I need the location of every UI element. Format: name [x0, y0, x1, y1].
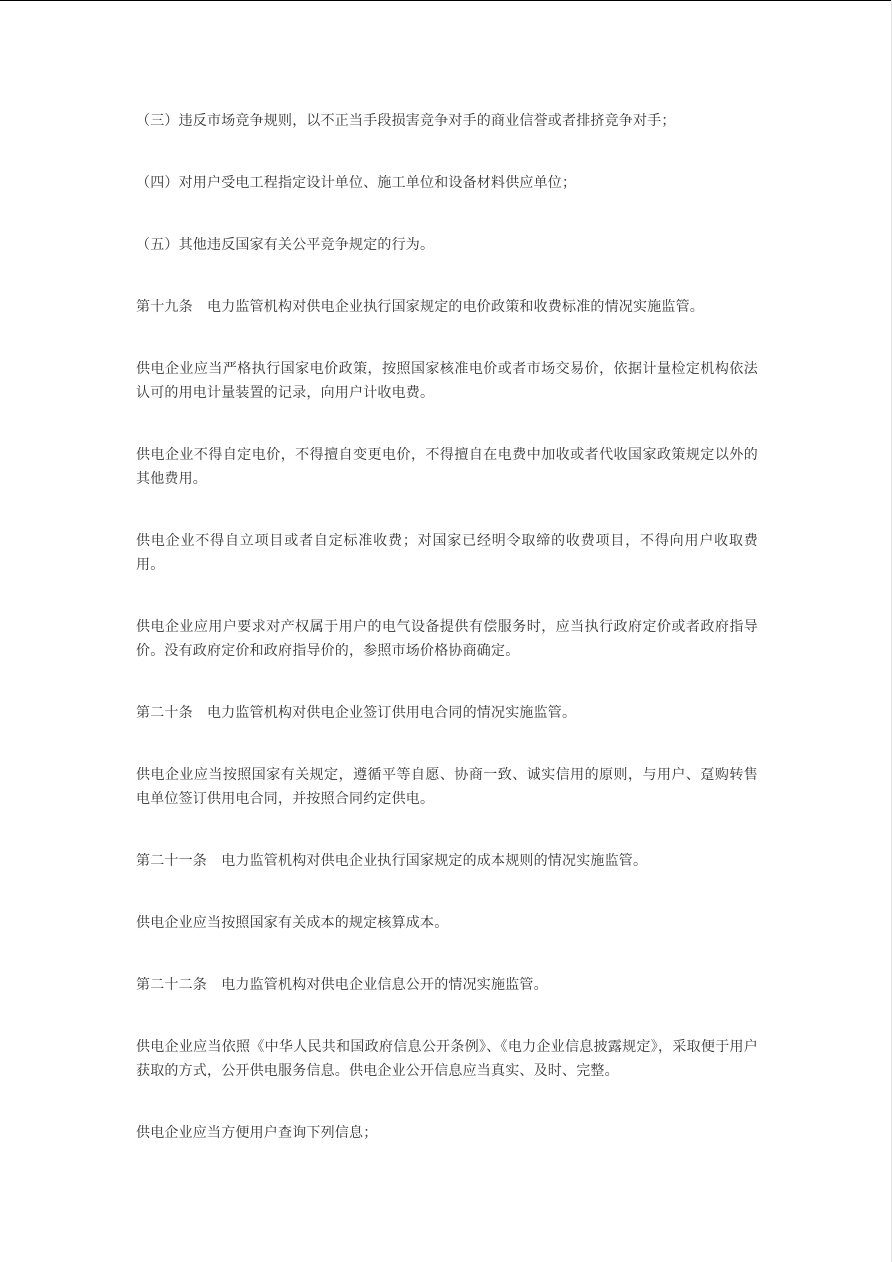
article-19-paragraph-3: 供电企业不得自立项目或者自定标准收费；对国家已经明令取缔的收费项目，不得向用户收取费用。: [136, 533, 758, 573]
page-top-border: [0, 0, 892, 1]
article-20-paragraph-1: 供电企业应当按照国家有关规定，遵循平等自愿、协商一致、诚实信用的原则，与用户、趸购转售电单位签订供用电合同，并按照合同约定供电。: [136, 767, 758, 807]
article-19-paragraph-4: 供电企业应用户要求对产权属于用户的电气设备提供有偿服务时，应当执行政府定价或者政府指导价。没有政府定价和政府指导价的，参照市场价格协商确定。: [136, 619, 758, 659]
article-21-paragraph-1: 供电企业应当按照国家有关成本的规定核算成本。: [136, 915, 449, 931]
article-22-paragraph-1: 供电企业应当依照《中华人民共和国政府信息公开条例》、《电力企业信息披露规定》，采取便于用户获取的方式，公开供电服务信息。供电企业公开信息应当真实、及时、完整。: [136, 1039, 758, 1079]
clause-item-3: （三）违反市场竞争规则，以不正当手段损害竞争对手的商业信誉或者排挤竞争对手；: [136, 113, 676, 129]
article-20-heading: 第二十条 电力监管机构对供电企业签订供用电合同的情况实施监管。: [136, 705, 577, 721]
document-body: [136, 109, 758, 1183]
article-22-heading: 第二十二条 电力监管机构对供电企业信息公开的情况实施监管。: [136, 977, 548, 993]
article-19-paragraph-1: 供电企业应当严格执行国家电价政策，按照国家核准电价或者市场交易价，依据计量检定机构依法认可的用电计量装置的记录，向用户计收电费。: [136, 361, 758, 401]
article-22-paragraph-2: 供电企业应当方便用户查询下列信息；: [136, 1125, 378, 1141]
article-21-heading: 第二十一条 电力监管机构对供电企业执行国家规定的成本规则的情况实施监管。: [136, 853, 648, 869]
article-19-heading: 第十九条 电力监管机构对供电企业执行国家规定的电价政策和收费标准的情况实施监管。: [136, 299, 704, 315]
clause-item-4: （四）对用户受电工程指定设计单位、施工单位和设备材料供应单位；: [136, 175, 577, 191]
article-19-paragraph-2: 供电企业不得自定电价，不得擅自变更电价，不得擅自在电费中加收或者代收国家政策规定以外的其他费用。: [136, 447, 758, 487]
clause-item-5: （五）其他违反国家有关公平竞争规定的行为。: [136, 237, 435, 253]
